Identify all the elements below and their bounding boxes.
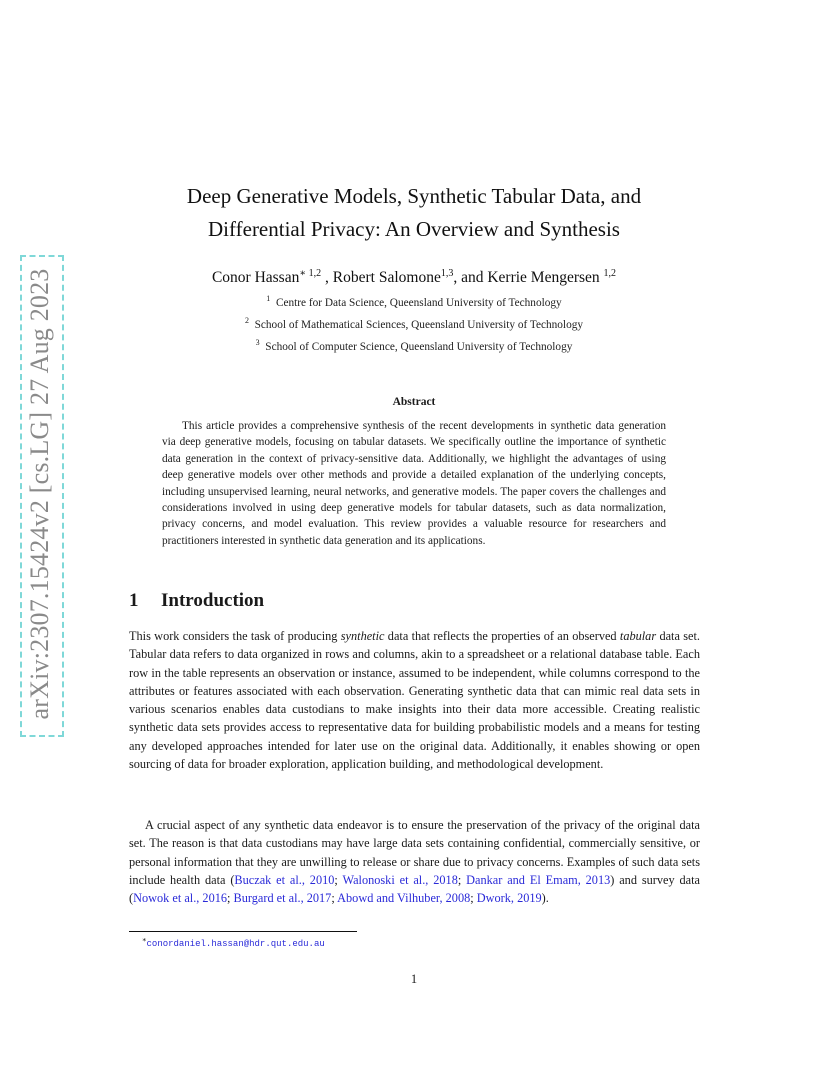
- emphasis: tabular: [619, 629, 657, 643]
- citation-link[interactable]: Walonoski et al., 2018: [342, 872, 458, 887]
- citation-link[interactable]: Buczak et al., 2010: [234, 872, 335, 887]
- body-paragraph: [129, 627, 700, 773]
- affiliation: [0, 294, 828, 309]
- citation-link[interactable]: Nowok et al., 2016: [133, 891, 228, 906]
- paragraph-text: data set. Tabular data refers to data organized in rows and columns, akin to a spreadsheet or a relational database table. Each row in the table represents an observation or instance, assumed to be independent, while columns correspond to the attributes or features associated with each observation. Generating synthetic data that can mimic real data sets in various scenarios enables data custodians to make insights into their data more accessible. Creating realistic synthetic data sets provides access to representative data for building probabilistic models and a means for testing any developed approaches intended for later use on the original data. Additionally, it enables showing or open sourcing of data for broader exploration, application building, and methodological development.: [129, 629, 700, 772]
- author-list: Conor Hassan$^{∗ 1,2}$ , Robert Salomone$^{1,3}$, and Kerrie Mengersen $^{1,2}$: [211, 268, 617, 287]
- affiliation-text: School of Mathematical Sciences, Queensland University of Technology: [254, 318, 584, 331]
- body-paragraph: A crucial aspect of any synthetic data endeavor is to ensure the preservation of the privacy of the original data set. The reason is that data custodians may have large data sets containing confidential, commercially sensitive, or personal information that they are unwilling to release or share due to privacy concerns. Examples of such data sets include health data (Buczak et al., 2010; Walonoski et al., 2018; Dankar and El Emam, 2013) and survey data (Nowok et al., 2016; Burgard et al., 2017; Abowd and Vilhuber, 2008; Dwork, 2019).: [129, 818, 700, 906]
- abstract-heading: Abstract: [392, 396, 436, 408]
- section-number: 1: [129, 590, 139, 611]
- page-number: 1: [410, 972, 418, 986]
- author-name: Kerrie Mengersen: [487, 269, 600, 287]
- paragraph-text: A crucial aspect of any synthetic data endeavor is to ensure the preservation of the privacy of the original data set. The reason is that data custodians may have large data sets containing confidential, commercially sensitive, or personal information that they are unwilling to release or share due to privacy concerns. Examples of such data sets include health data (: [129, 818, 700, 887]
- author-marks: 1,3: [440, 268, 454, 279]
- arxiv-stamp[interactable]: arXiv:2307.15424v2 [cs.LG] 27 Aug 2023: [25, 268, 54, 720]
- footnote-rule: [129, 931, 357, 932]
- citation-link[interactable]: Dwork, 2019: [476, 891, 542, 906]
- affiliation-number: 1: [266, 294, 271, 303]
- paragraph-text: ).: [541, 891, 549, 906]
- footnote-mark: ∗: [142, 937, 147, 945]
- author-marks: ∗ 1,2: [299, 268, 322, 279]
- emphasis: synthetic: [340, 629, 385, 643]
- affiliation-text: School of Computer Science, Queensland University of Technology: [265, 340, 573, 353]
- title-line-1: Deep Generative Models, Synthetic Tabular Data, and: [186, 184, 642, 208]
- title-line-2: Differential Privacy: An Overview and Synthesis: [208, 217, 620, 241]
- author-name: Robert Salomone: [332, 269, 441, 287]
- section-heading: [129, 590, 264, 612]
- affiliation-number: 2: [244, 316, 249, 325]
- author-marks: 1,2: [603, 268, 617, 279]
- section-title: Introduction: [161, 590, 265, 611]
- author-name: Conor Hassan: [211, 269, 300, 287]
- affiliation-number: 3: [255, 338, 260, 347]
- footnote: [142, 935, 325, 949]
- affiliation: [0, 316, 828, 331]
- citation-link[interactable]: Burgard et al., 2017: [233, 891, 332, 906]
- affiliation: [0, 338, 828, 353]
- abstract-text: This article provides a comprehensive synthesis of the recent developments in synthetic data generation via deep generative models, focusing on tabular datasets. We specifically outline the importance of synthetic data generation in the context of privacy-sensitive data. Additionally, we highlight the advantages of using deep generative models over other methods and provide a detailed explanation of the underlying concepts, including unsupervised learning, neural networks, and generative models. The paper covers the challenges and considerations involved in using deep generative models for tabular datasets, such as data normalization, privacy concerns, and model evaluation. This review provides a valuable resource for researchers and practitioners interested in synthetic data generation and its applications.: [162, 420, 666, 547]
- paragraph-text: This work considers the task of producing: [129, 629, 341, 643]
- citation-link[interactable]: Dankar and El Emam, 2013: [466, 872, 611, 887]
- paragraph-text: data that reflects the properties of an observed: [384, 629, 620, 643]
- citation-link[interactable]: Abowd and Vilhuber, 2008: [337, 891, 471, 906]
- paragraph-text: ) and survey data (: [129, 872, 700, 906]
- footnote-email-link[interactable]: conordaniel.hassan@hdr.qut.edu.au: [146, 939, 325, 949]
- paper-title: [0, 180, 828, 246]
- affiliation-text: Centre for Data Science, Queensland University of Technology: [275, 296, 562, 309]
